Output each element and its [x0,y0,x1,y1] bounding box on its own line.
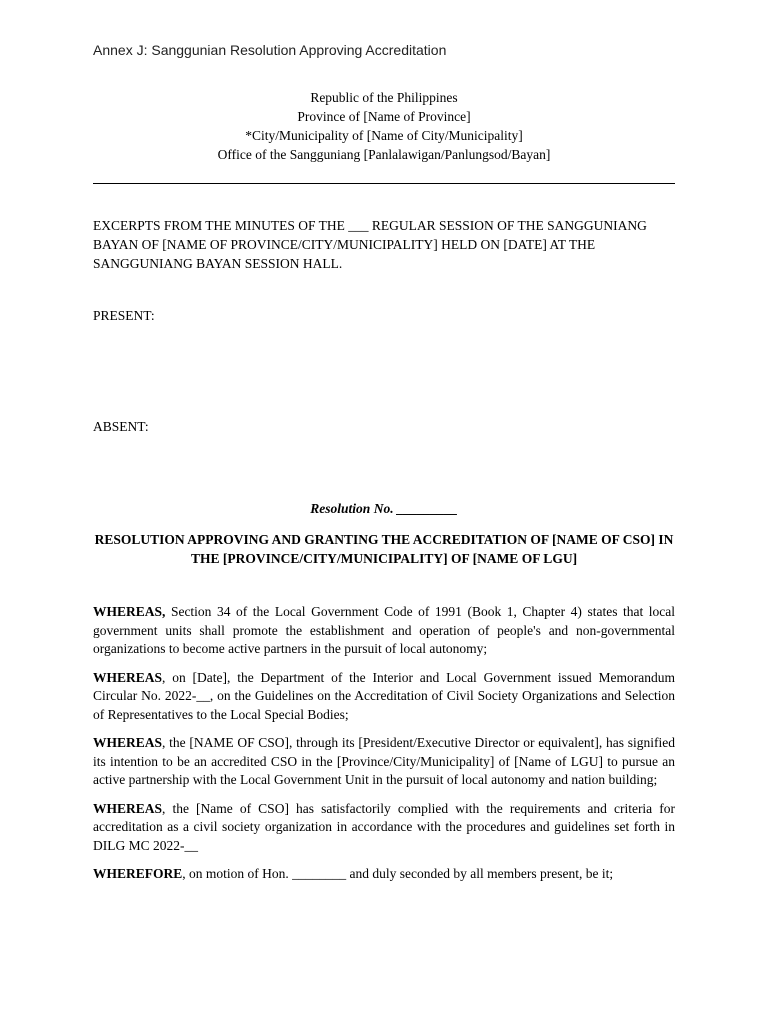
clause-text: , the [Name of CSO] has satisfactorily complied with the requirements and criteria for accreditation as a civil society organization in accordance with the procedures and guidelines set forth in DILG MC 2022-__ [93,800,675,853]
minutes-excerpt: EXCERPTS FROM THE MINUTES OF THE ___ REGULAR SESSION OF THE SANGGUNIANG BAYAN OF [NAME OF PROVINCE/CITY/MUNICIPALITY] HELD ON [DATE] AT THE SANGGUNIANG BAYAN SESSION HALL. [93,218,647,271]
annex-title: Annex J: Sanggunian Resolution Approving Accreditation [93,42,447,58]
letterhead [93,88,675,164]
letterhead-office: Office of the Sangguniang [Panlalawigan/Panlungsod/Bayan] [217,147,551,162]
absent-label: ABSENT: [93,419,149,434]
header-divider [93,183,675,184]
clause-lead: WHEREAS [93,669,163,685]
clause-whereas-4 [93,800,675,856]
clause-lead: WHEREFORE [93,866,183,881]
clause-text: Section 34 of the Local Government Code of 1991 (Book 1, Chapter 4) states that local government units shall promote the establishment and operation of people's and non-governmental organizations to become active partners in the pursuit of local autonomy; [93,604,675,656]
clause-lead: WHEREAS [93,735,163,750]
clause-wherefore [93,865,675,884]
clause-whereas-3 [93,734,675,790]
present-label: PRESENT: [93,308,155,323]
clause-whereas-2 [93,669,675,725]
clause-lead: WHEREAS, [93,604,166,619]
clause-whereas-1 [93,603,675,659]
clause-text: , on [Date], the Department of the Interior and Local Government issued Memorandum Circular No. 2022-__, on the Guidelines on the Accreditation of Civil Society Organizations and Selection of Representatives to the Local Special Bodies; [93,669,675,722]
resolution-number: Resolution No. _________ [310,501,458,516]
clause-lead: WHEREAS [93,800,163,816]
resolution-title: RESOLUTION APPROVING AND GRANTING THE ACCREDITATION OF [NAME OF CSO] IN THE [PROVINCE/CITY/MUNICIPALITY] OF [NAME OF LGU] [94,532,674,566]
letterhead-province: Province of [Name of Province] [297,109,471,124]
clause-text: , on motion of Hon. ________ and duly seconded by all members present, be it; [182,866,614,881]
letterhead-city: *City/Municipality of [Name of City/Municipality] [245,128,523,143]
resolution-clauses [93,603,675,894]
clause-text: , the [NAME OF CSO], through its [President/Executive Director or equivalent], has signified its intention to be an accredited CSO in the [Province/City/Municipality] of [Name of LGU] to pursue an active partnership with the Local Government Unit in the pursuit of local autonomy and nation building; [93,735,675,787]
letterhead-republic: Republic of the Philippines [310,90,458,105]
